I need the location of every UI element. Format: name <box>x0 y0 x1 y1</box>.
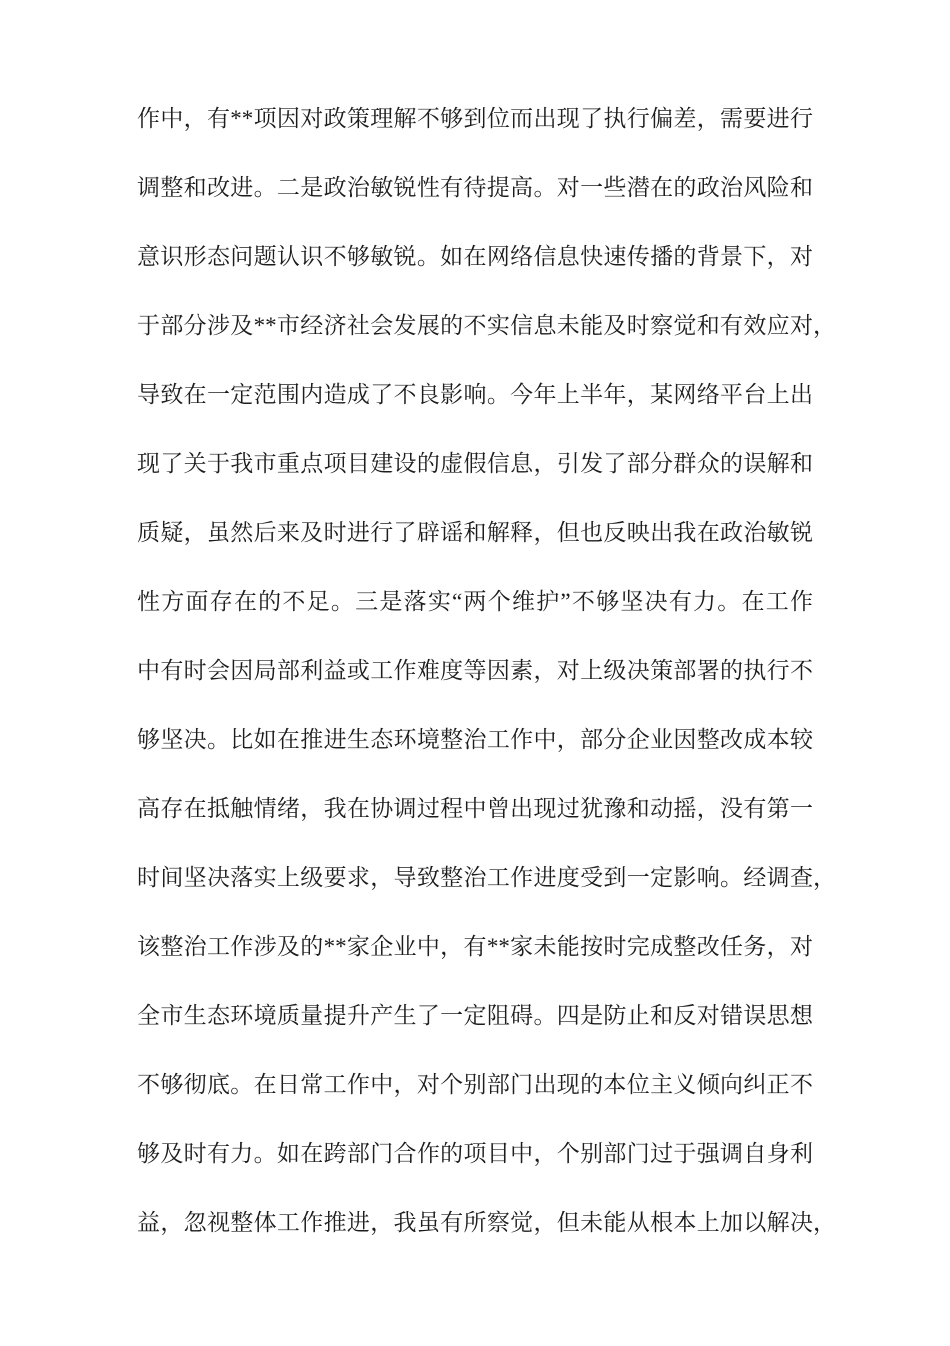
line-text: 不够彻底。在日常工作中，对个别部门出现的本位主义倾向纠正不 <box>137 1072 813 1097</box>
text-line <box>137 429 813 498</box>
text-line <box>137 360 813 429</box>
text-line <box>137 84 813 153</box>
text-line <box>137 153 813 222</box>
text-line <box>137 1050 813 1119</box>
text-line <box>137 498 813 567</box>
line-text: 该整治工作涉及的**家企业中，有**家未能按时完成整改任务，对 <box>137 934 813 959</box>
text-line <box>137 222 813 291</box>
text-line <box>137 1119 813 1188</box>
text-line <box>137 774 813 843</box>
text-line <box>137 636 813 705</box>
line-text: 全市生态环境质量提升产生了一定阻碍。四是防止和反对错误思想 <box>137 1003 813 1028</box>
line-text: 性方面存在的不足。三是落实“两个维护”不够坚决有力。在工作 <box>137 589 813 614</box>
line-text: 调整和改进。二是政治敏锐性有待提高。对一些潜在的政治风险和 <box>137 175 813 200</box>
text-line <box>137 843 836 912</box>
line-text: 时间坚决落实上级要求，导致整治工作进度受到一定影响。经调查 <box>137 865 813 890</box>
text-line <box>137 705 813 774</box>
text-line <box>137 981 813 1050</box>
text-line <box>137 567 813 636</box>
text-line <box>137 912 813 981</box>
text-line <box>137 1188 836 1257</box>
line-text: 现了关于我市重点项目建设的虚假信息，引发了部分群众的误解和 <box>137 451 813 476</box>
hanging-punctuation: ， <box>813 313 836 338</box>
line-text: 于部分涉及**市经济社会发展的不实信息未能及时察觉和有效应对 <box>137 313 813 338</box>
line-text: 够及时有力。如在跨部门合作的项目中，个别部门过于强调自身利 <box>137 1141 813 1166</box>
line-text: 作中，有**项因对政策理解不够到位而出现了执行偏差，需要进行 <box>137 106 813 131</box>
line-text: 益，忽视整体工作推进，我虽有所察觉，但未能从根本上加以解决 <box>137 1210 813 1235</box>
line-text: 导致在一定范围内造成了不良影响。今年上半年，某网络平台上出 <box>137 382 813 407</box>
line-text: 够坚决。比如在推进生态环境整治工作中，部分企业因整改成本较 <box>137 727 813 752</box>
line-text: 中有时会因局部利益或工作难度等因素，对上级决策部署的执行不 <box>137 658 813 683</box>
hanging-punctuation: ， <box>813 865 836 890</box>
text-line <box>137 291 836 360</box>
hanging-punctuation: ， <box>813 1210 836 1235</box>
line-text: 意识形态问题认识不够敏锐。如在网络信息快速传播的背景下，对 <box>137 244 813 269</box>
line-text: 高存在抵触情绪，我在协调过程中曾出现过犹豫和动摇，没有第一 <box>137 796 813 821</box>
line-text: 质疑，虽然后来及时进行了辟谣和解释，但也反映出我在政治敏锐 <box>137 520 813 545</box>
